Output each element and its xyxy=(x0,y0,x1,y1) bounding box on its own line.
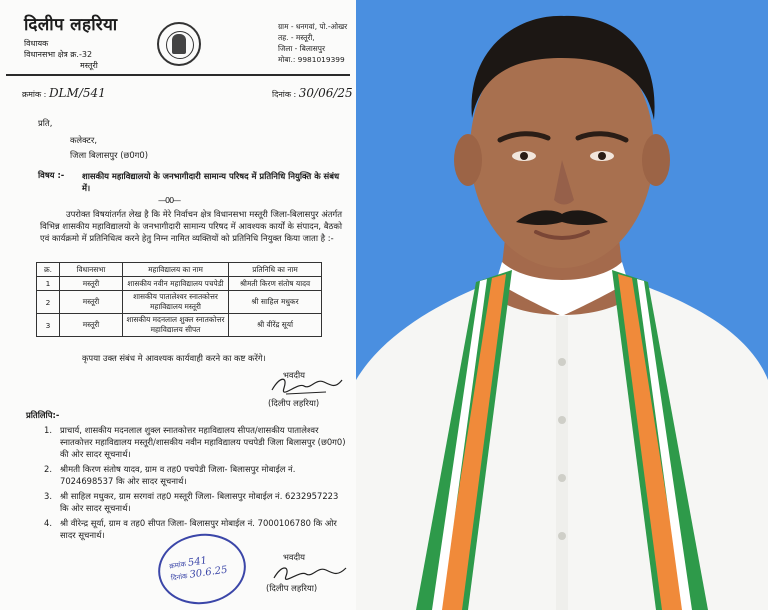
stamp-date-value: 30.6.25 xyxy=(188,564,229,581)
signoff-yours: भवदीय xyxy=(283,370,306,380)
signature-icon xyxy=(266,372,346,398)
address-line: जिला - बिलासपुर xyxy=(278,44,325,53)
mobile-number: मोबा.: 9981019399 xyxy=(278,55,345,64)
table-cell: शासकीय मदनलाल शुक्ल स्नातकोत्तर महाविद्यालय सीपत xyxy=(123,314,229,337)
table-cell: शासकीय पातालेश्वर स्नातकोत्तर महाविद्यालय मस्तूरी xyxy=(123,291,229,314)
copies-list xyxy=(44,424,346,544)
recipient-place: जिला बिलासपुर (छ0ग0) xyxy=(70,150,148,160)
body-paragraph: उपरोक्त विषयांतर्गत लेख है कि मेरे निर्वाचन क्षेत्र विधानसभा मस्तूरी जिला-बिलासपुर अंतर्गत विभिन्न शासकीय महाविद्यालयो के जनभागीदारी सामान्य परिषद में आवश्यक कार्यों के संपादन, बैठको एवं कार्यक्रमो में प्रतिनिधित्व करने हेतु निम्न नामित व्यक्तियों को प्रतिनिधि नियुक्त किया जाता है :- xyxy=(40,209,342,243)
subject-text: शासकीय महाविद्यालयो के जनभागीदारी सामान्य परिषद में प्रतिनिधि नियुक्ति के संबंध में। xyxy=(82,171,340,193)
constituency-name: मस्तूरी xyxy=(80,61,98,70)
table-header-row xyxy=(37,263,322,277)
list-item xyxy=(44,490,346,514)
designation-title: विधायक xyxy=(24,39,49,48)
table-cell: शासकीय नवीन महाविद्यालय पचपेडी xyxy=(123,277,229,291)
list-item-text: प्राचार्य, शासकीय मदनलाल शुक्ल स्नातकोत्तर महाविद्यालय सीपत/शासकीय पातालेश्वर स्नातकोत्तर महाविद्यालय मस्तूरी/शासकीय नवीन महाविद्यालय पचपेडी जिला बिलासपुर (छ0ग0) की ओर सादर सूचनार्थ। xyxy=(60,425,346,459)
letter-document xyxy=(0,0,356,610)
representatives-table xyxy=(36,262,322,337)
stamp-text xyxy=(169,553,229,585)
stamp-date-label: दिनांक xyxy=(170,572,189,583)
table-row xyxy=(37,277,322,291)
table-header: महाविद्यालय का नाम xyxy=(123,263,229,277)
subject-label: विषय :- xyxy=(38,170,65,180)
table-header: विधानसभा xyxy=(60,263,123,277)
reference-number xyxy=(22,86,106,100)
list-item xyxy=(44,463,346,487)
list-item-number: 3. xyxy=(44,491,52,501)
table-cell: श्रीमती किरण संतोष यादव xyxy=(229,277,322,291)
table-cell: मस्तूरी xyxy=(60,291,123,314)
letterhead-address xyxy=(278,21,347,65)
table-cell: श्री साहिल मधुकर xyxy=(229,291,322,314)
table-header: प्रतिनिधि का नाम xyxy=(229,263,322,277)
table-cell: श्री वीरेंद्र सूर्या xyxy=(229,314,322,337)
letterhead-left xyxy=(24,12,118,71)
signoff-yours-bottom: भवदीय xyxy=(283,552,306,562)
table-row xyxy=(37,314,322,337)
header-rule xyxy=(6,74,350,76)
address-line: तह. - मस्तूरी, xyxy=(278,33,315,42)
table-cell: मस्तूरी xyxy=(60,277,123,291)
state-emblem-icon xyxy=(157,22,201,66)
mla-name: दिलीप लहरिया xyxy=(24,15,118,35)
signatory-name-bottom: (दिलीप लहरिया) xyxy=(266,583,318,593)
list-item xyxy=(44,424,346,460)
list-item-text: श्री वीरेन्द्र सूर्या, ग्राम व तह0 सीपत जिला- बिलासपुर मोबाईल नं. 7000106780 कि ओर सादर सूचनार्थ। xyxy=(60,518,337,540)
request-line: कृपया उक्त संबंध मे आवश्यक कार्यवाही करने का कष्ट करेंगे। xyxy=(82,353,266,363)
letter-date xyxy=(272,86,353,100)
list-item-text: श्रीमती किरण संतोष यादव, ग्राम व तह0 पचपेडी जिला- बिलासपुर मोबाईल नं. 7024698537 कि ओर सादर सूचनार्थ। xyxy=(60,464,296,486)
stamp-number-value: 541 xyxy=(187,555,208,569)
address-line: ग्राम - धनगवां, पो.-ओखर xyxy=(278,22,348,31)
list-item-text: श्री साहिल मधुकर, ग्राम सरगवां तह0 मस्तूरी जिला- बिलासपुर मोबाईल नं. 6232957223 कि ओर सादर सूचनार्थ। xyxy=(60,491,339,513)
date-value: 30/06/25 xyxy=(298,86,353,100)
designation xyxy=(24,38,118,71)
list-item-number: 1. xyxy=(44,425,52,435)
stamp-number-label: क्रमांक xyxy=(168,560,187,571)
recipient-prefix: प्रति, xyxy=(38,118,53,128)
table-cell: 2 xyxy=(37,291,60,314)
list-item-number: 2. xyxy=(44,464,52,474)
signatory-name: (दिलीप लहरिया) xyxy=(268,398,320,408)
copies-label: प्रतिलिपि:- xyxy=(26,410,60,420)
reference-value: DLM/541 xyxy=(48,86,106,100)
table-cell: 1 xyxy=(37,277,60,291)
table-cell: 3 xyxy=(37,314,60,337)
constituency-number: विधानसभा क्षेत्र क्र.-32 xyxy=(24,50,93,59)
subject-divider: —00— xyxy=(158,196,181,205)
table-header: क्र. xyxy=(37,263,60,277)
date-label: दिनांक : xyxy=(272,90,297,99)
reference-label: क्रमांक : xyxy=(22,90,47,99)
recipient-title: कलेक्टर, xyxy=(70,135,97,145)
table-cell: मस्तूरी xyxy=(60,314,123,337)
table-row xyxy=(37,291,322,314)
portrait-photo xyxy=(356,0,768,610)
portrait-illustration xyxy=(356,0,768,610)
list-item-number: 4. xyxy=(44,518,52,528)
